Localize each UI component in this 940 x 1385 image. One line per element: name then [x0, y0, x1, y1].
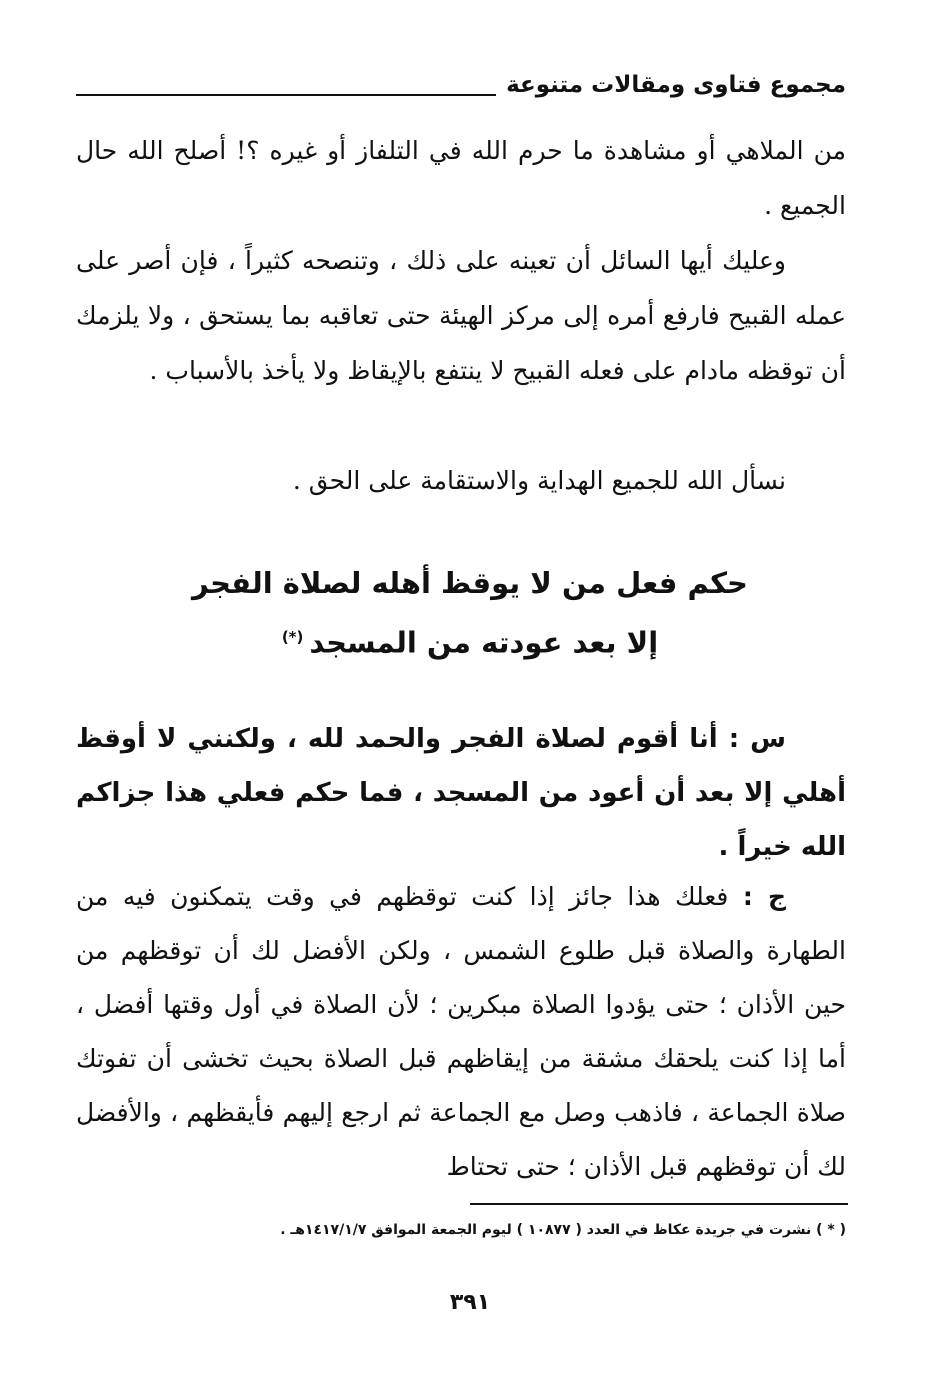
answer-block — [76, 870, 846, 1194]
header-rule — [76, 94, 496, 96]
section-title — [120, 556, 820, 670]
paragraph-3: نسأل الله للجميع الهداية والاستقامة على الحق . — [292, 466, 786, 495]
page-header — [76, 70, 846, 110]
running-head-title: مجموع فتاوى ومقالات متنوعة — [506, 72, 846, 98]
footnote: ( * ) نشرت في جريدة عكاظ في العدد ( ١٠٨٧٧ ) ليوم الجمعة الموافق ١٤١٧/١/٧هـ . — [280, 1222, 846, 1238]
paragraph-1: من الملاهي أو مشاهدة ما حرم الله في التلفاز أو غيره ؟! أصلح الله حال الجميع . — [76, 136, 846, 220]
page-number: ٣٩١ — [449, 1290, 491, 1315]
paragraph-2: وعليك أيها السائل أن تعينه على ذلك ، وتنصحه كثيراً ، فإن أصر على عمله القبيح فارفع أمره إلى مركز الهيئة حتى تعاقبه بما يستحق ، ولا يلزمك أن توقظه مادام على فعله القبيح لا ينتفع بالإيقاظ ولا يأخذ بالأسباب . — [76, 246, 846, 385]
section-title-line-2-text: إلا بعد عودته من المسجد — [309, 625, 659, 660]
footnote-rule — [470, 1203, 848, 1205]
answer-label: ج : — [742, 882, 787, 911]
section-title-line-2 — [120, 610, 820, 670]
question-text: س : أنا أقوم لصلاة الفجر والحمد لله ، ولكنني لا أوقظ أهلي إلا بعد أن أعود من المسجد ، فما حكم فعلي هذا جزاكم الله خيراً . — [76, 724, 846, 862]
answer-text: فعلك هذا جائز إذا كنت توقظهم في وقت يتمكنون فيه من الطهارة والصلاة قبل طلوع الشمس ، ولكن الأفضل لك أن توقظهم من حين الأذان ؛ حتى يؤدوا الصلاة مبكرين ؛ لأن الصلاة في أول وقتها أفضل ، أما إذا كنت يلحقك مشقة من إيقاظهم قبل الصلاة بحيث تخشى أن تفوتك صلاة الجماعة ، فاذهب وصل مع الجماعة ثم ارجع إليهم فأيقظهم ، والأفضل لك أن توقظهم قبل الأذان ؛ حتى تحتاط — [76, 882, 846, 1181]
footnote-marker: (*) — [281, 628, 304, 646]
section-title-line-1: حكم فعل من لا يوقظ أهله لصلاة الفجر — [192, 566, 748, 600]
